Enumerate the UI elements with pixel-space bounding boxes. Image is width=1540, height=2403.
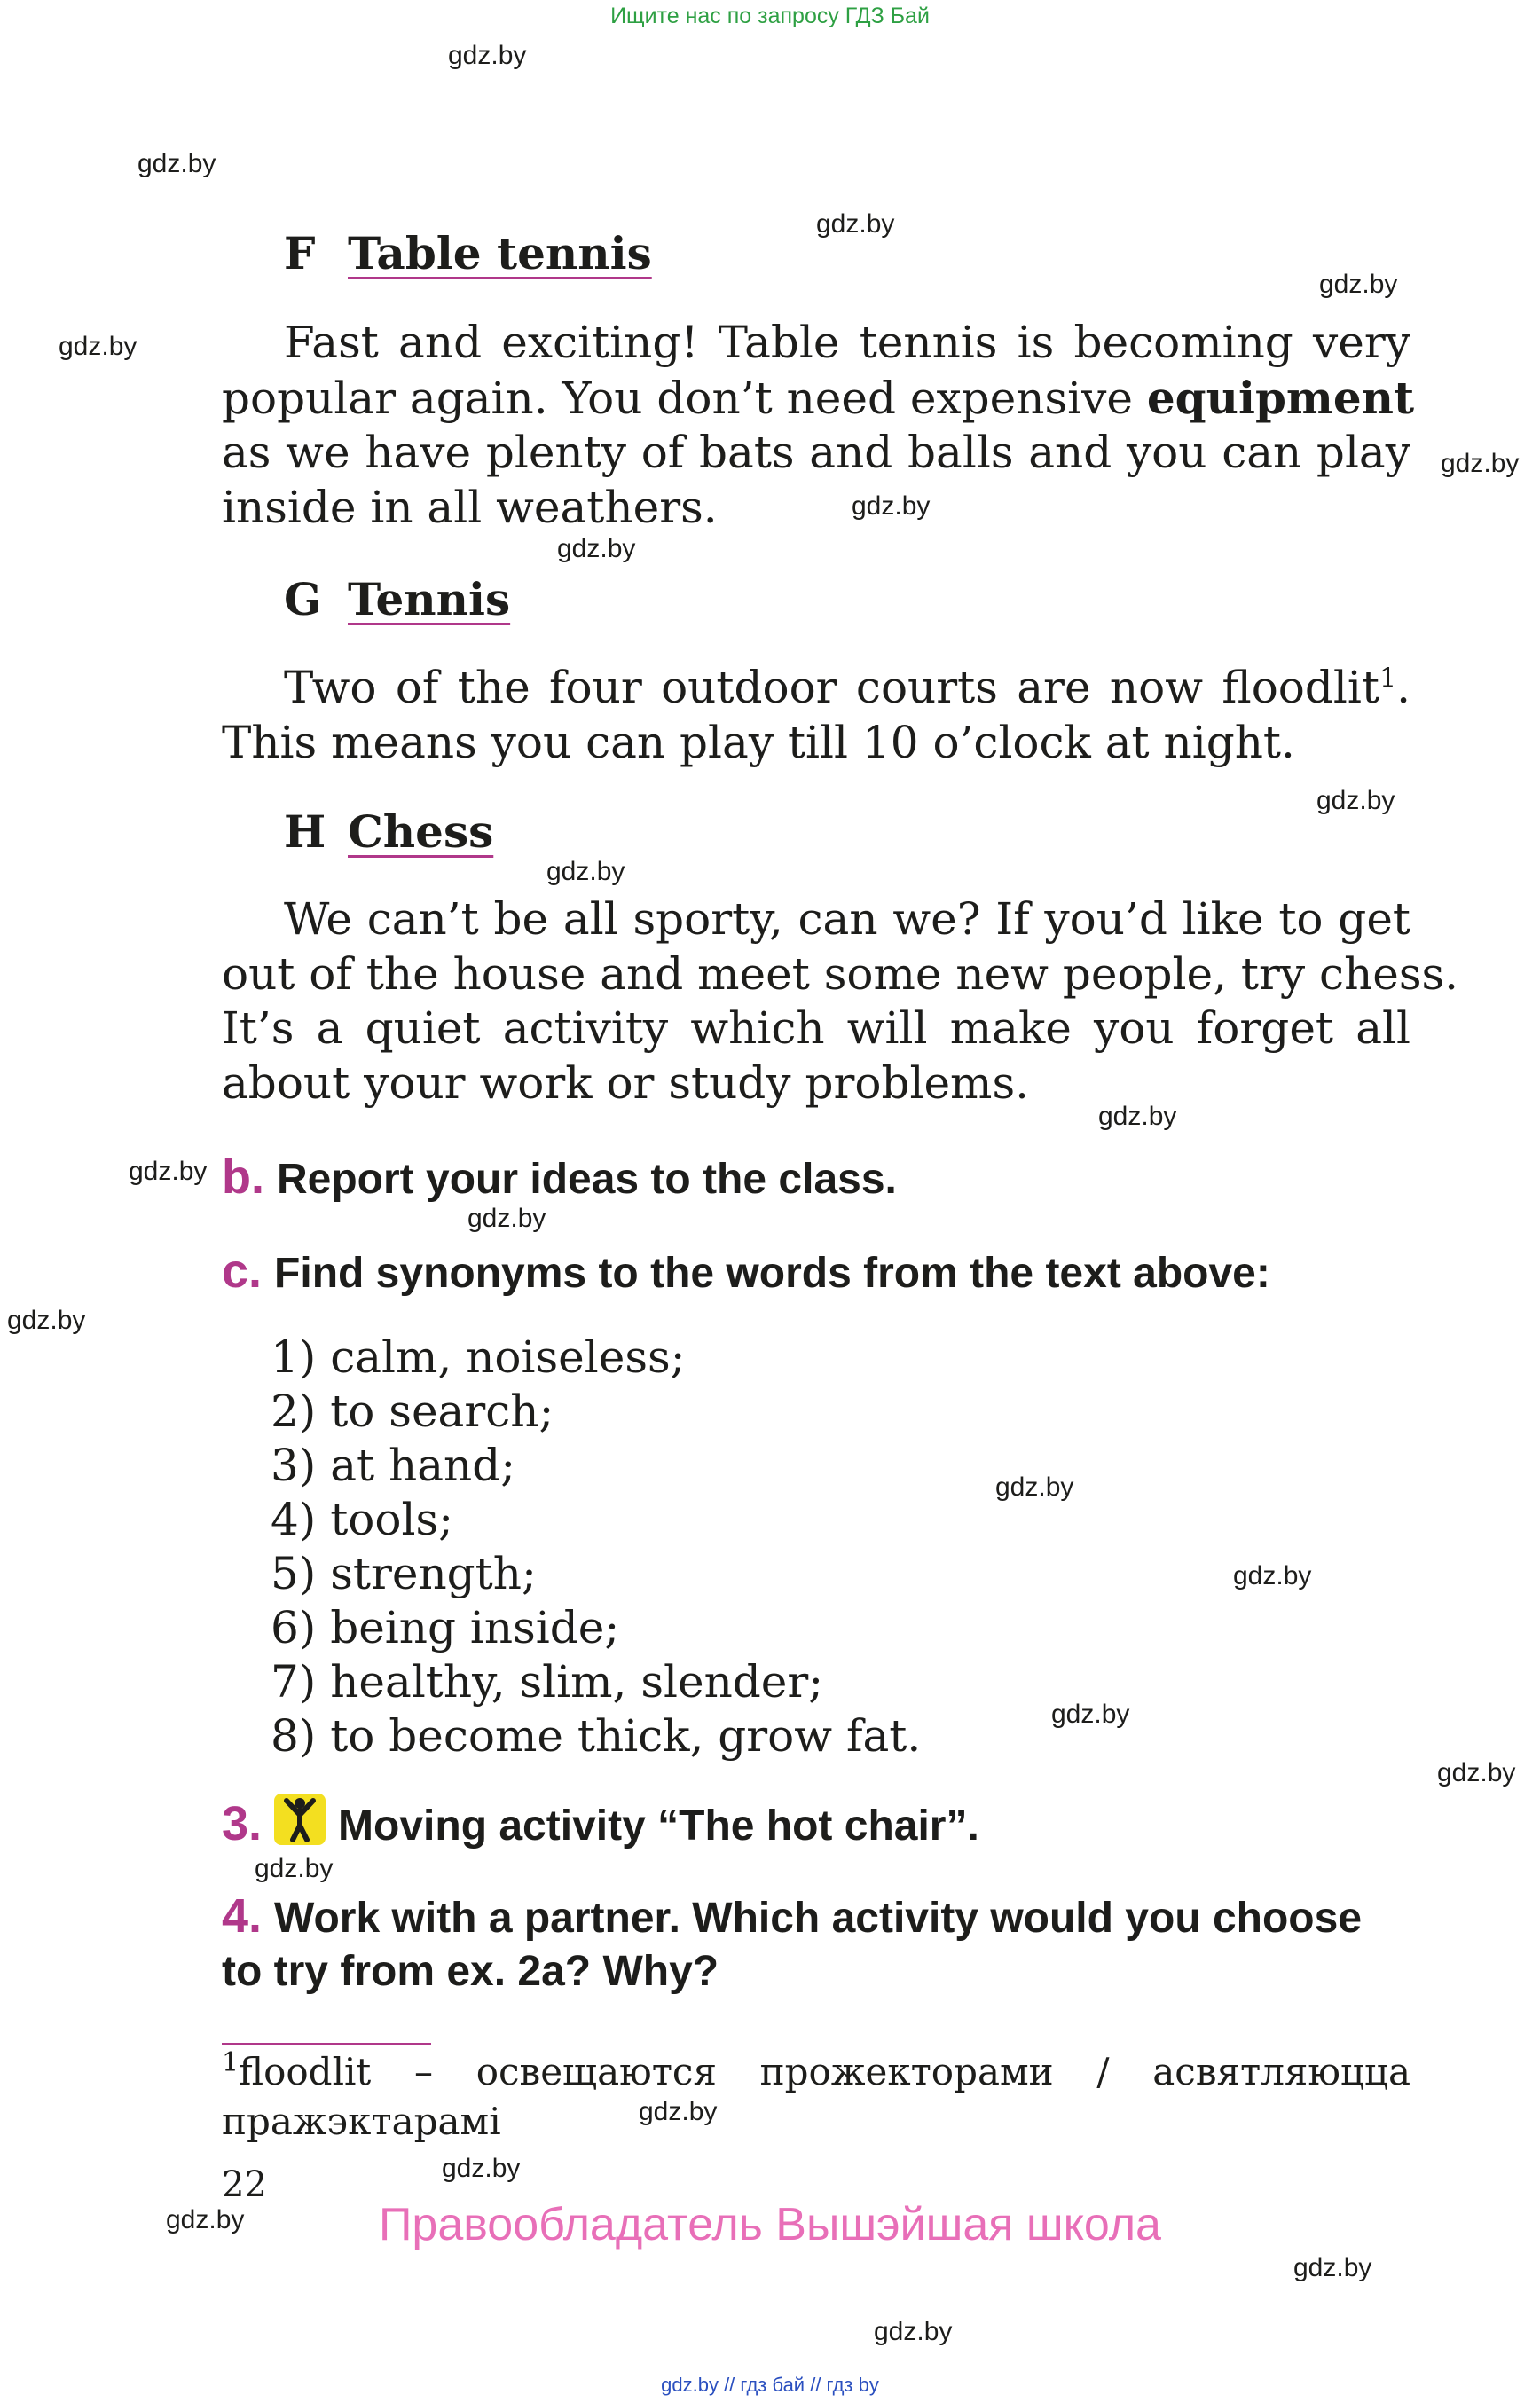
section-title: Table tennis xyxy=(348,227,652,279)
watermark: gdz.by xyxy=(852,491,931,521)
text-line: as we have plenty of bats and balls and you can play xyxy=(222,427,1410,478)
watermark: gdz.by xyxy=(7,1306,86,1335)
task-b xyxy=(222,1150,897,1205)
watermark: gdz.by xyxy=(639,2097,718,2126)
list-item: 4) tools; xyxy=(271,1494,454,1545)
task-text: Work with a partner. Which activity would you choose xyxy=(274,1895,1363,1942)
watermark: gdz.by xyxy=(1437,1758,1516,1787)
text-line: out of the house and meet some new people, try chess. xyxy=(222,947,1459,1000)
section-text-g xyxy=(222,661,1410,770)
watermark: gdz.by xyxy=(255,1854,334,1883)
watermark: gdz.by xyxy=(874,2317,953,2346)
watermark: gdz.by xyxy=(1293,2253,1372,2282)
section-letter: G xyxy=(284,573,322,625)
task-number: 3. xyxy=(222,1797,263,1850)
text-line: This means you can play till 10 o’clock at night. xyxy=(222,716,1295,768)
text-line: about your work or study problems. xyxy=(222,1056,1030,1109)
list-item: 6) being inside; xyxy=(271,1602,620,1653)
section-text-h xyxy=(222,892,1459,1111)
text-line: We can’t be all sporty, can we? If you’d like to get xyxy=(284,893,1410,945)
list-item: 1) calm, noiseless; xyxy=(271,1331,686,1383)
watermark: gdz.by xyxy=(1319,270,1398,299)
watermark: gdz.by xyxy=(1051,1700,1130,1729)
text-line: Fast and exciting! Table tennis is becoming very xyxy=(284,317,1410,368)
watermark: gdz.by xyxy=(442,2154,521,2183)
text-line: It’s a quiet activity which will make you forget all xyxy=(222,1002,1410,1054)
bottom-links[interactable]: gdz.by // гдз бай // гдз by xyxy=(661,2374,879,2396)
section-title: Tennis xyxy=(348,573,511,625)
watermark: gdz.by xyxy=(59,332,138,361)
task-4 xyxy=(222,1889,1362,1999)
list-item: 7) healthy, slim, slender; xyxy=(271,1656,824,1708)
watermark: gdz.by xyxy=(1441,449,1520,478)
list-item: 5) strength; xyxy=(271,1548,537,1599)
page-number: 22 xyxy=(222,2164,267,2205)
task-text: Moving activity “The hot chair”. xyxy=(338,1802,979,1849)
footnote-mark: 1 xyxy=(1379,663,1397,695)
section-letter: H xyxy=(284,805,326,858)
list-item: 3) at hand; xyxy=(271,1440,516,1491)
list-item: 2) to search; xyxy=(271,1386,554,1437)
task-3 xyxy=(222,1794,979,1851)
section-heading-g xyxy=(284,573,510,625)
section-title: Chess xyxy=(348,805,494,858)
footnote-line: $^1$floodlit – освещаются прожекторами / асвятляюцца xyxy=(222,2047,1410,2093)
top-note: Ищите нас по запросу ГДЗ Бай xyxy=(610,4,930,28)
task-text: to try from ex. 2a? Why? xyxy=(222,1948,719,1995)
moving-activity-icon xyxy=(274,1794,326,1845)
section-heading-f xyxy=(284,227,652,279)
watermark: gdz.by xyxy=(138,149,216,178)
list-item: 8) to become thick, grow fat. xyxy=(271,1710,922,1762)
footnote-divider xyxy=(222,2043,431,2045)
footnote-mark: 1 xyxy=(222,2047,240,2078)
watermark: gdz.by xyxy=(468,1204,546,1233)
task-number: b. xyxy=(222,1150,264,1204)
watermark: gdz.by xyxy=(546,857,625,886)
copyright-note: Правообладатель Вышэйшая школа xyxy=(379,2199,1161,2250)
footnote xyxy=(222,2047,1410,2147)
watermark: gdz.by xyxy=(1316,786,1395,815)
section-letter: F xyxy=(284,227,316,279)
watermark: gdz.by xyxy=(816,209,895,239)
task-text: Report your ideas to the class. xyxy=(277,1156,897,1203)
task-c xyxy=(222,1244,1270,1299)
watermark: gdz.by xyxy=(129,1157,208,1186)
task-number: c. xyxy=(222,1245,263,1298)
watermark: gdz.by xyxy=(1098,1102,1177,1131)
section-text-f xyxy=(222,316,1415,535)
watermark: gdz.by xyxy=(995,1472,1074,1502)
footnote-line: пражэктарамі xyxy=(222,2100,501,2143)
task-number: 4. xyxy=(222,1889,263,1943)
watermark: gdz.by xyxy=(1233,1561,1312,1590)
text-line: popular again. You don’t need expensive equipment xyxy=(222,371,1415,424)
text-line: inside in all weathers. xyxy=(222,481,718,533)
synonym-list xyxy=(271,1331,921,1763)
watermark: gdz.by xyxy=(166,2205,245,2234)
bold-word: equipment xyxy=(1146,371,1415,424)
watermark: gdz.by xyxy=(557,534,636,563)
text-line: Two of the four outdoor courts are now floodlit$^1$. xyxy=(284,662,1410,713)
section-heading-h xyxy=(284,805,493,858)
watermark: gdz.by xyxy=(448,41,527,70)
task-text: Find synonyms to the words from the text above: xyxy=(274,1250,1270,1297)
